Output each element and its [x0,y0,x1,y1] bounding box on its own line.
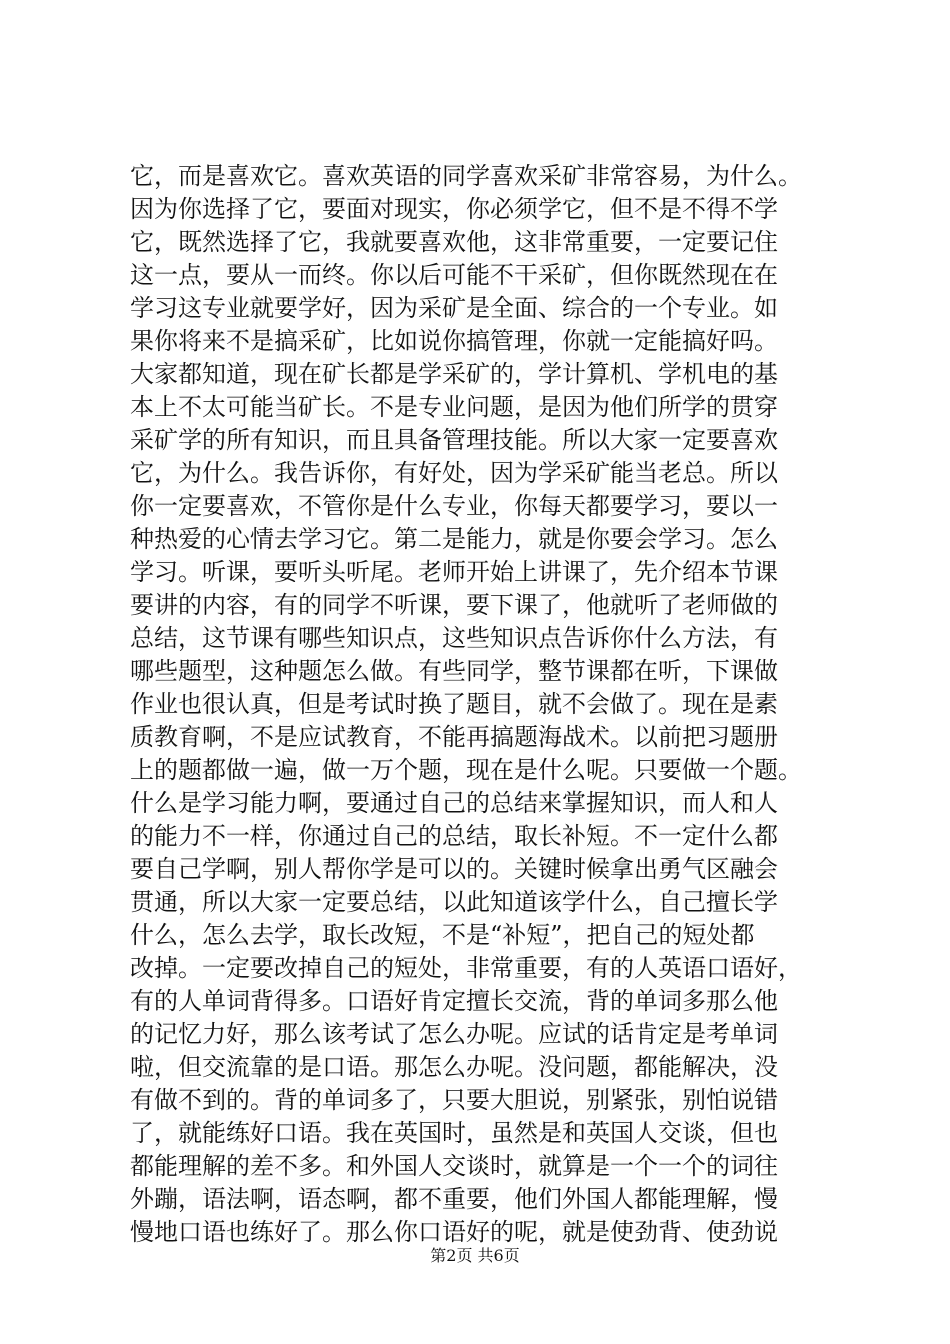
text-line: 总结，这节课有哪些知识点，这些知识点告诉你什么方法，有 [130,624,778,652]
text-line: 采矿学的所有知识，而且具备管理技能。所以大家一定要喜欢 [130,426,778,454]
text-line: 因为你选择了它，要面对现实，你必须学它，但不是不得不学 [130,195,778,223]
body-text [130,160,830,1249]
text-line: 了，就能练好口语。我在英国时，虽然是和英国人交谈，但也 [130,1119,778,1147]
text-line: 你一定要喜欢，不管你是什么专业，你每天都要学习，要以一 [130,492,778,520]
text-line: 本上不太可能当矿长。不是专业问题，是因为他们所学的贯穿 [130,393,778,421]
text-line: 都能理解的差不多。和外国人交谈时，就算是一个一个的词往 [130,1152,778,1180]
text-line: 什么，怎么去学，取长改短，不是“补短”，把自己的短处都 [130,921,755,949]
text-line: 作业也很认真，但是考试时换了题目，就不会做了。现在是素 [130,690,778,718]
text-line: 质教育啊，不是应试教育，不能再搞题海战术。以前把习题册 [130,723,778,751]
text-line: 的能力不一样，你通过自己的总结，取长补短。不一定什么都 [130,822,778,850]
text-line: 种热爱的心情去学习它。第二是能力，就是你要会学习。怎么 [130,525,778,553]
text-line: 学习。听课，要听头听尾。老师开始上讲课了，先介绍本节课 [130,558,778,586]
page-footer [0,1243,950,1266]
text-line: 上的题都做一遍，做一万个题，现在是什么呢。只要做一个题。 [130,756,802,784]
text-line: 的记忆力好，那么该考试了怎么办呢。应试的话肯定是考单词 [130,1020,778,1048]
text-line: 啦，但交流靠的是口语。那怎么办呢。没问题，都能解决，没 [130,1053,778,1081]
text-line: 哪些题型，这种题怎么做。有些同学，整节课都在听，下课做 [130,657,778,685]
text-line: 慢地口语也练好了。那么你口语好的呢，就是使劲背、使劲说 [130,1218,778,1246]
text-line: 它，而是喜欢它。喜欢英语的同学喜欢采矿非常容易，为什么。 [130,162,802,190]
text-line: 有的人单词背得多。口语好肯定擅长交流，背的单词多那么他 [130,987,778,1015]
text-line: 它，既然选择了它，我就要喜欢他，这非常重要，一定要记住 [130,228,778,256]
text-line: 大家都知道，现在矿长都是学采矿的，学计算机、学机电的基 [130,360,778,388]
text-line: 要讲的内容，有的同学不听课，要下课了，他就听了老师做的 [130,591,778,619]
text-line: 有做不到的。背的单词多了，只要大胆说，别紧张，别怕说错 [130,1086,778,1114]
text-line: 这一点，要从一而终。你以后可能不干采矿，但你既然现在在 [130,261,778,289]
text-line: 贯通，所以大家一定要总结，以此知道该学什么，自己擅长学 [130,888,778,916]
text-line: 它，为什么。我告诉你，有好处，因为学采矿能当老总。所以 [130,459,778,487]
text-line: 改掉。一定要改掉自己的短处，非常重要，有的人英语口语好， [130,954,802,982]
text-line: 果你将来不是搞采矿，比如说你搞管理，你就一定能搞好吗。 [130,327,778,355]
text-line: 外蹦，语法啊，语态啊，都不重要，他们外国人都能理解，慢 [130,1185,778,1213]
text-line: 学习这专业就要学好，因为采矿是全面、综合的一个专业。如 [130,294,778,322]
text-line: 什么是学习能力啊，要通过自己的总结来掌握知识，而人和人 [130,789,778,817]
page-indicator: 第2页 共6页 [430,1246,520,1265]
text-line: 要自己学啊，别人帮你学是可以的。关键时候拿出勇气区融会 [130,855,778,883]
